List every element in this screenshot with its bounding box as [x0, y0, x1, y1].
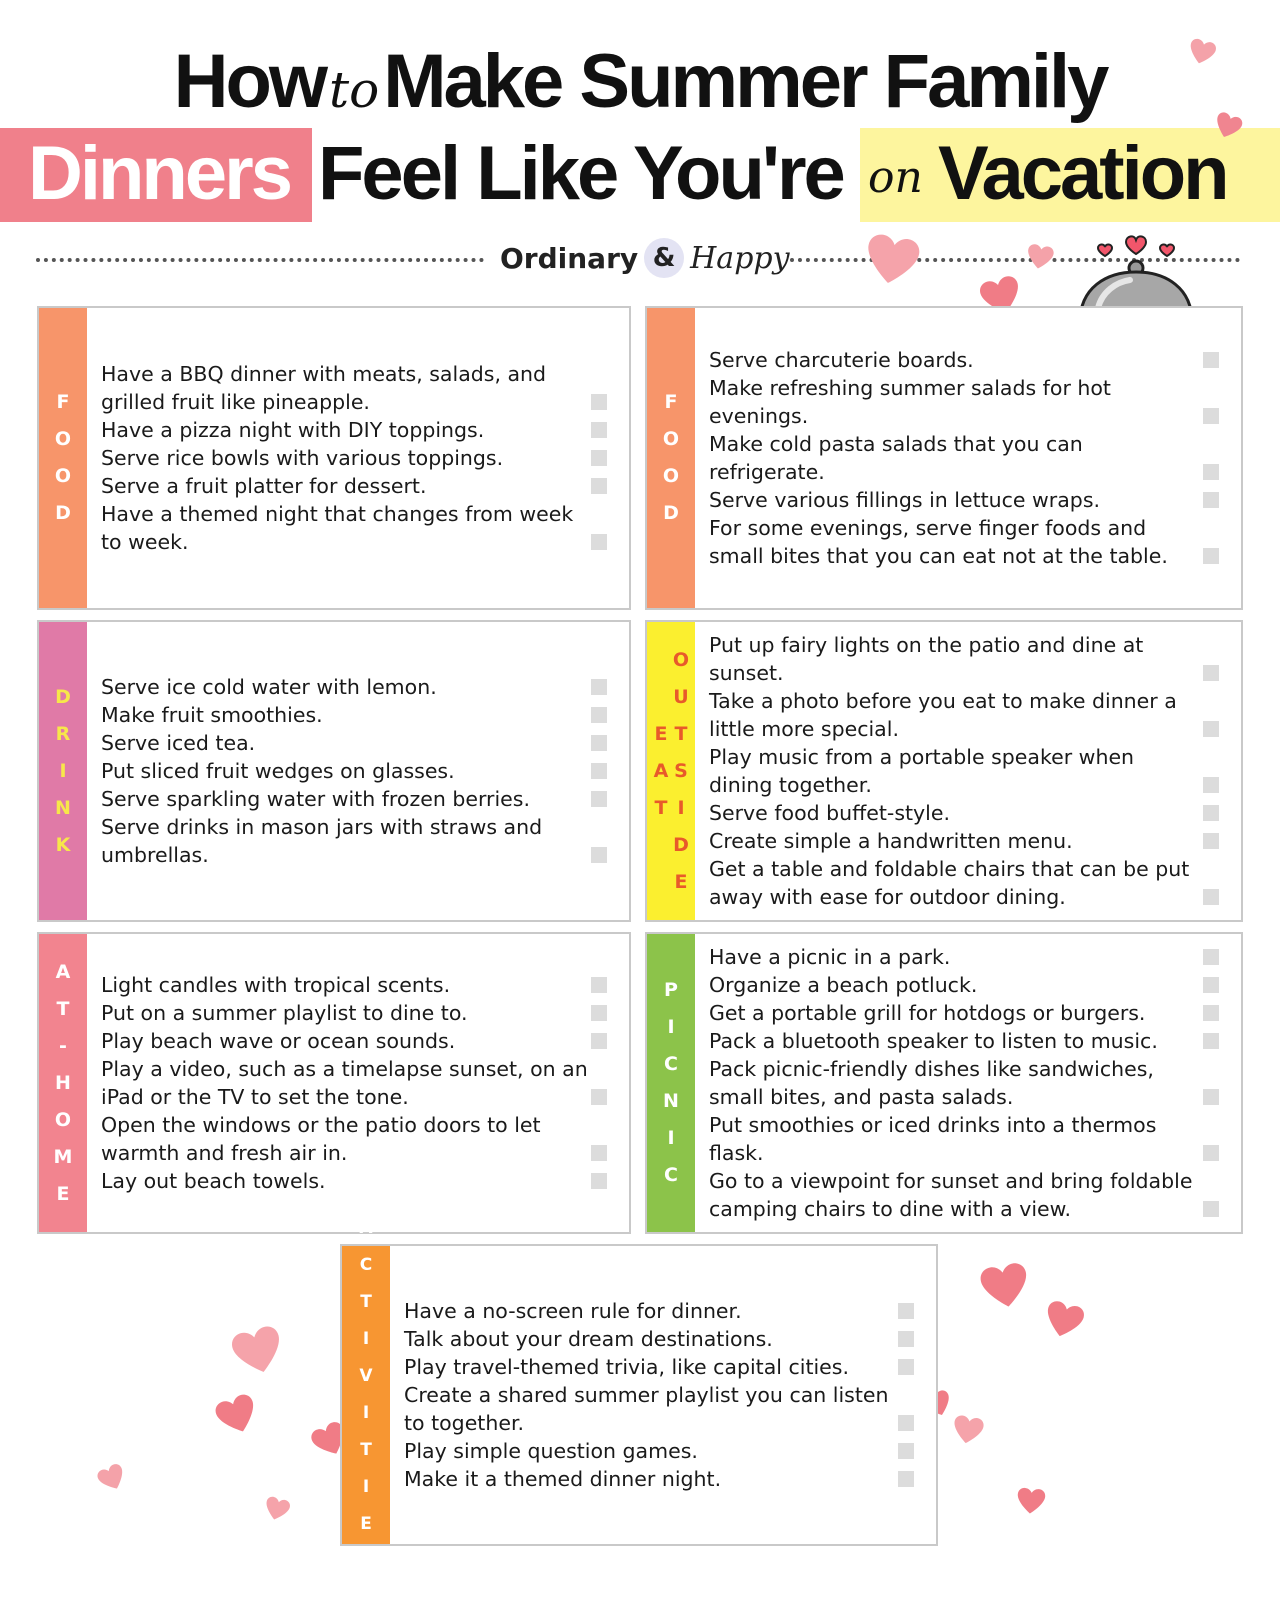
checklist-item	[101, 999, 619, 1027]
checkbox-icon[interactable]	[1203, 1033, 1219, 1049]
checklist-item	[404, 1353, 926, 1381]
checklist-item-text: Serve rice bowls with various toppings.	[101, 446, 504, 470]
brand-ampersand: &	[644, 238, 684, 278]
checkbox-icon[interactable]	[591, 478, 607, 494]
checklist-item-text: Serve a fruit platter for dessert.	[101, 474, 427, 498]
label-letter: S	[674, 759, 688, 782]
title-dinners: Dinners	[28, 131, 290, 216]
checkbox-icon[interactable]	[1203, 977, 1219, 993]
checklist-item	[709, 1027, 1231, 1055]
checklist-item-text: Make it a themed dinner night.	[404, 1467, 722, 1491]
checklist-item	[404, 1297, 926, 1325]
checkbox-icon[interactable]	[591, 1005, 607, 1021]
label-letter: R	[55, 722, 71, 745]
card-items	[101, 934, 619, 1232]
checkbox-icon[interactable]	[1203, 1089, 1219, 1105]
title-vacation: Vacation	[938, 131, 1227, 216]
card-drink	[37, 620, 631, 922]
label-letter: T	[654, 796, 668, 819]
checkbox-icon[interactable]	[1203, 464, 1219, 480]
checklist-item-text: Create simple a handwritten menu.	[709, 829, 1073, 853]
heart-icon	[261, 1493, 293, 1525]
checklist-item	[709, 486, 1231, 514]
checklist-item	[101, 500, 619, 556]
label-letter: I	[667, 1127, 675, 1149]
checklist-item-text: Take a photo before you eat to make dinner a little more special.	[709, 689, 1177, 741]
checklist-item	[101, 785, 619, 813]
heart-icon	[226, 1320, 289, 1382]
checkbox-icon[interactable]	[898, 1303, 914, 1319]
checklist-item	[709, 799, 1231, 827]
checklist-item-text: Pack a bluetooth speaker to listen to music.	[709, 1029, 1158, 1053]
card-label-drink	[39, 622, 87, 920]
label-letter: I	[362, 1477, 370, 1497]
card-picnic	[645, 932, 1243, 1234]
label-letter: -	[59, 1034, 67, 1057]
checkbox-icon[interactable]	[591, 450, 607, 466]
checkbox-icon[interactable]	[591, 977, 607, 993]
card-items	[709, 934, 1231, 1232]
brand-script: Happy	[690, 240, 790, 276]
heart-icon	[860, 230, 924, 291]
checklist-item-text: Make cold pasta salads that you can refrigerate.	[709, 432, 1083, 484]
label-letter: O	[54, 428, 72, 450]
checkbox-icon[interactable]	[1203, 777, 1219, 793]
checklist-item	[101, 673, 619, 701]
label-letter: V	[359, 1366, 373, 1386]
checkbox-icon[interactable]	[591, 394, 607, 410]
heart-icon	[93, 1459, 130, 1496]
checkbox-icon[interactable]	[591, 735, 607, 751]
checklist-item-text: Have a themed night that changes from week to week.	[101, 502, 574, 554]
checkbox-icon[interactable]	[591, 707, 607, 723]
card-food-2	[645, 306, 1243, 610]
card-items	[101, 622, 619, 920]
label-letter: M	[53, 1145, 73, 1168]
checklist-item	[101, 813, 619, 869]
brand-name: Ordinary	[500, 241, 639, 275]
label-letter: N	[663, 1090, 679, 1112]
checklist-item-text: Play travel-themed trivia, like capital cities.	[404, 1355, 849, 1379]
checklist-item	[101, 757, 619, 785]
checklist-item	[101, 444, 619, 472]
checklist-item-text: Light candles with tropical scents.	[101, 973, 451, 997]
checklist-item	[404, 1437, 926, 1465]
label-letter: P	[664, 979, 678, 1001]
title-to-script: to	[329, 61, 380, 119]
checklist-item-text: Serve food buffet-style.	[709, 801, 950, 825]
title-line-1	[0, 38, 1280, 134]
checklist-item-text: Play simple question games.	[404, 1439, 698, 1463]
checkbox-icon[interactable]	[898, 1359, 914, 1375]
card-label-picnic	[647, 934, 695, 1232]
checklist-item-text: Lay out beach towels.	[101, 1169, 326, 1193]
checklist-item	[101, 1111, 619, 1167]
checklist-item-text: Play beach wave or ocean sounds.	[101, 1029, 456, 1053]
checklist-item-text: Serve ice cold water with lemon.	[101, 675, 437, 699]
label-letter: D	[673, 833, 689, 856]
checklist-item	[709, 1167, 1231, 1223]
checklist-item	[709, 855, 1231, 911]
checkbox-icon[interactable]	[898, 1331, 914, 1347]
checklist-item-text: Serve various fillings in lettuce wraps.	[709, 488, 1101, 512]
checklist-item-text: Put on a summer playlist to dine to.	[101, 1001, 468, 1025]
checklist-item	[709, 687, 1231, 743]
checkbox-icon[interactable]	[591, 679, 607, 695]
card-items	[404, 1246, 926, 1544]
checklist-item	[101, 360, 619, 416]
checkbox-icon[interactable]	[1203, 1145, 1219, 1161]
checklist-item-text: Have a BBQ dinner with meats, salads, and grilled fruit like pineapple.	[101, 362, 547, 414]
checkbox-icon[interactable]	[1203, 1005, 1219, 1021]
title-on-script: on	[868, 152, 923, 203]
checklist-item-text: Serve drinks in mason jars with straws and umbrellas.	[101, 815, 543, 867]
label-letter: A	[359, 1218, 373, 1238]
label-letter: A	[55, 960, 71, 983]
checkbox-icon[interactable]	[1203, 833, 1219, 849]
checklist-item-text: Serve charcuterie boards.	[709, 348, 974, 372]
heart-icon	[949, 1411, 986, 1448]
label-letter: T	[56, 997, 70, 1020]
checklist-item	[101, 1055, 619, 1111]
brand-logo	[500, 236, 790, 280]
checklist-item-text: Make fruit smoothies.	[101, 703, 323, 727]
label-letter: D	[55, 685, 71, 708]
label-col-outside	[670, 622, 692, 920]
checkbox-icon[interactable]	[1203, 889, 1219, 905]
label-letter: U	[673, 685, 689, 708]
label-letter: E	[674, 870, 688, 893]
checklist-item	[101, 701, 619, 729]
card-label-activities	[342, 1218, 390, 1571]
label-letter: I	[59, 759, 67, 782]
checkbox-icon[interactable]	[898, 1471, 914, 1487]
label-letter: K	[55, 833, 71, 856]
label-letter: T	[360, 1292, 372, 1312]
label-letter: N	[55, 796, 71, 819]
dotted-divider-left	[36, 258, 484, 262]
card-items	[709, 308, 1231, 608]
card-at-home	[37, 932, 631, 1234]
checklist-item-text: Serve iced tea.	[101, 731, 256, 755]
checklist-item	[404, 1465, 926, 1493]
checklist-item-text: Talk about your dream destinations.	[404, 1327, 773, 1351]
label-letter: O	[662, 428, 680, 450]
checklist-item-text: Open the windows or the patio doors to let warmth and fresh air in.	[101, 1113, 541, 1165]
checkbox-icon[interactable]	[591, 1089, 607, 1105]
label-letter: O	[672, 648, 690, 671]
card-label-eat-outside	[647, 622, 695, 920]
checkbox-icon[interactable]	[1203, 949, 1219, 965]
title-make-summer-family: Make Summer Family	[383, 39, 1107, 124]
label-letter: O	[662, 465, 680, 487]
card-label-food	[39, 308, 87, 608]
checklist-item	[709, 971, 1231, 999]
label-letter: S	[359, 1551, 373, 1571]
checkbox-icon[interactable]	[1203, 805, 1219, 821]
checklist-item-text: Have a no-screen rule for dinner.	[404, 1299, 742, 1323]
label-letter: O	[54, 1108, 72, 1131]
checklist-item	[709, 743, 1231, 799]
checklist-item	[101, 1027, 619, 1055]
checklist-item	[101, 729, 619, 757]
checklist-item	[709, 827, 1231, 855]
label-letter: I	[362, 1329, 370, 1349]
title-feel-like: Feel Like You're	[318, 131, 843, 216]
card-items	[101, 308, 619, 608]
checkbox-icon[interactable]	[1203, 352, 1219, 368]
checklist-item	[101, 416, 619, 444]
checklist-item-text: Put up fairy lights on the patio and dine at sunset.	[709, 633, 1144, 685]
label-letter: I	[362, 1403, 370, 1423]
label-letter: I	[667, 1016, 675, 1038]
checklist-item-text: For some evenings, serve finger foods and small bites that you can eat not at the table.	[709, 516, 1168, 568]
label-letter: E	[360, 1514, 372, 1534]
checklist-item	[709, 631, 1231, 687]
checklist-item-text: Play music from a portable speaker when dining together.	[709, 745, 1135, 797]
checklist-item-text: Get a table and foldable chairs that can be put away with ease for outdoor dining.	[709, 857, 1190, 909]
heart-icon	[210, 1388, 264, 1442]
card-food-1	[37, 306, 631, 610]
label-letter: T	[360, 1440, 372, 1460]
checkbox-icon[interactable]	[898, 1443, 914, 1459]
checklist-item	[101, 472, 619, 500]
checklist-item-text: Play a video, such as a timelapse sunset, on an iPad or the TV to set the tone.	[101, 1057, 588, 1109]
checkbox-icon[interactable]	[1203, 548, 1219, 564]
label-letter: I	[677, 796, 685, 819]
heart-icon	[1040, 1296, 1089, 1345]
checkbox-icon[interactable]	[591, 422, 607, 438]
checklist-item	[709, 374, 1231, 430]
checklist-item	[709, 514, 1231, 570]
title-line-2	[0, 126, 1280, 222]
checklist-item	[709, 999, 1231, 1027]
checkbox-icon[interactable]	[591, 1173, 607, 1189]
checklist-item	[709, 346, 1231, 374]
checklist-item-text: Have a picnic in a park.	[709, 945, 951, 969]
checklist-item	[709, 1111, 1231, 1167]
label-letter: F	[56, 391, 70, 413]
label-letter: F	[664, 391, 678, 413]
checklist-item-text: Go to a viewpoint for sunset and bring foldable camping chairs to dine with a view.	[709, 1169, 1193, 1221]
checkbox-icon[interactable]	[1203, 1201, 1219, 1217]
card-activities	[340, 1218, 938, 1571]
checkbox-icon[interactable]	[1203, 721, 1219, 737]
checklist-item-text: Serve sparkling water with frozen berries.	[101, 787, 530, 811]
checklist-item	[101, 1167, 619, 1195]
card-label-food	[647, 308, 695, 608]
card-eat-outside	[645, 620, 1243, 922]
checklist-item	[404, 1381, 926, 1437]
label-letter: C	[359, 1255, 373, 1275]
checklist-item-text: Put smoothies or iced drinks into a thermos flask.	[709, 1113, 1157, 1165]
label-letter: H	[55, 1071, 71, 1094]
label-letter: C	[664, 1164, 678, 1186]
label-letter: C	[664, 1053, 678, 1075]
checklist-item	[404, 1325, 926, 1353]
label-letter: T	[674, 722, 688, 745]
checklist-item	[709, 1055, 1231, 1111]
label-letter: E	[56, 1182, 70, 1205]
label-letter: O	[54, 465, 72, 487]
checkbox-icon[interactable]	[1203, 492, 1219, 508]
heart-icon	[976, 1258, 1034, 1314]
checkbox-icon[interactable]	[898, 1415, 914, 1431]
checklist-item-text: Put sliced fruit wedges on glasses.	[101, 759, 455, 783]
checklist-item-text: Organize a beach potluck.	[709, 973, 978, 997]
checklist-item-text: Create a shared summer playlist you can listen to together.	[404, 1383, 889, 1435]
checkbox-icon[interactable]	[591, 1145, 607, 1161]
checklist-item	[709, 430, 1231, 486]
card-items	[709, 622, 1231, 920]
checklist-item	[101, 971, 619, 999]
label-letter: A	[653, 759, 669, 782]
label-letter: E	[654, 722, 668, 745]
checkbox-icon[interactable]	[591, 534, 607, 550]
label-letter: D	[663, 502, 679, 524]
checklist-item-text: Have a pizza night with DIY toppings.	[101, 418, 485, 442]
label-col-eat	[650, 622, 672, 920]
checkbox-icon[interactable]	[591, 791, 607, 807]
heart-icon	[1024, 242, 1056, 272]
checkbox-icon[interactable]	[591, 847, 607, 863]
checklist-item-text: Make refreshing summer salads for hot evenings.	[709, 376, 1111, 428]
checkbox-icon[interactable]	[1203, 665, 1219, 681]
heart-icon	[1015, 1485, 1048, 1518]
checkbox-icon[interactable]	[591, 1033, 607, 1049]
checklist-item	[709, 943, 1231, 971]
checkbox-icon[interactable]	[1203, 408, 1219, 424]
label-letter: D	[55, 502, 71, 524]
checklist-item-text: Get a portable grill for hotdogs or burgers.	[709, 1001, 1146, 1025]
checklist-item-text: Pack picnic-friendly dishes like sandwiches, small bites, and pasta salads.	[709, 1057, 1154, 1109]
card-label-at-home	[39, 934, 87, 1232]
title-how: How	[173, 39, 325, 124]
checkbox-icon[interactable]	[591, 763, 607, 779]
